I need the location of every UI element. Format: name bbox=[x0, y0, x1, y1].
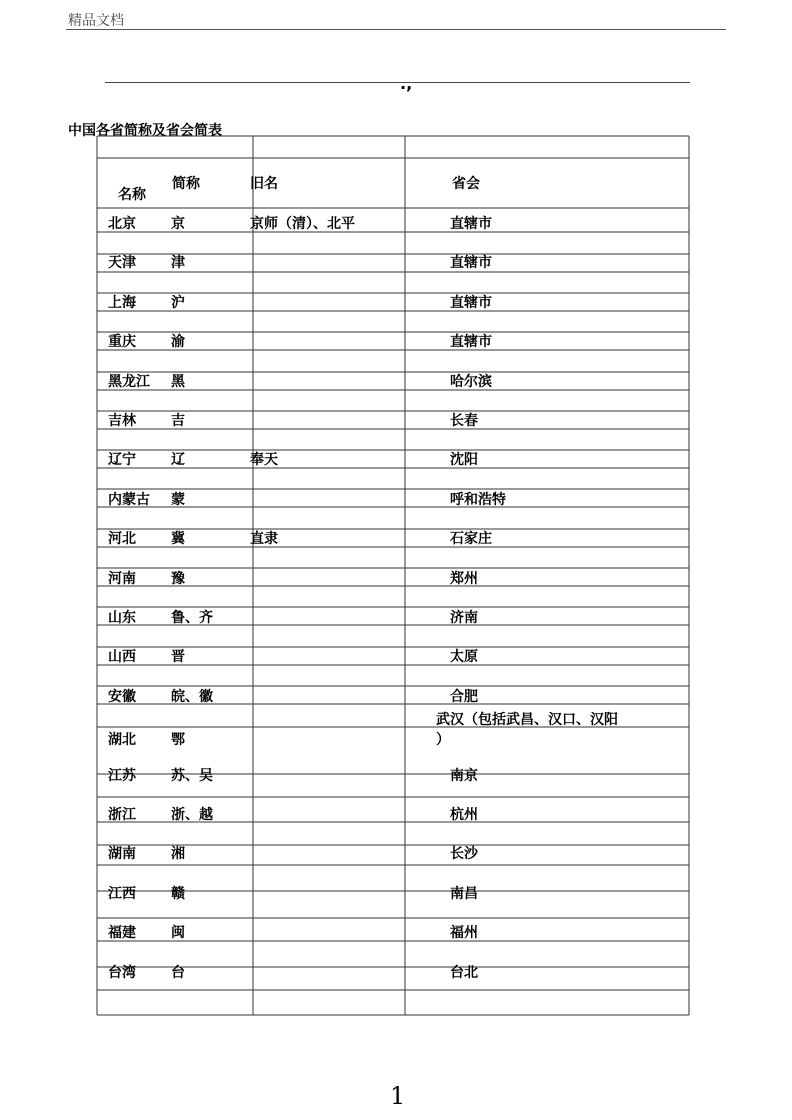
row-name: 山东 bbox=[108, 610, 136, 626]
col-header-abbr: 简称 bbox=[172, 176, 200, 192]
row-capital: 直辖市 bbox=[450, 255, 492, 272]
row-capital: 太原 bbox=[450, 649, 478, 666]
row-name: 北京 bbox=[108, 216, 136, 232]
row-abbr: 湘 bbox=[171, 846, 185, 863]
row-capital: 福州 bbox=[450, 925, 478, 942]
row-abbr: 豫 bbox=[171, 570, 185, 587]
row-abbr: 鄂 bbox=[171, 732, 185, 749]
row-name: 上海 bbox=[108, 294, 136, 311]
row-abbr: 台 bbox=[171, 964, 185, 981]
row-abbr: 赣 bbox=[171, 885, 185, 902]
row-capital: 合肥 bbox=[450, 688, 478, 705]
row-capital: 郑州 bbox=[450, 570, 478, 587]
col-header-capital: 省会 bbox=[452, 176, 480, 192]
row-abbr: 沪 bbox=[171, 294, 185, 311]
row-abbr: 黑 bbox=[171, 373, 185, 390]
row-capital: 台北 bbox=[450, 964, 478, 981]
row-name: 江苏 bbox=[108, 767, 136, 784]
row-name: 台湾 bbox=[108, 964, 136, 981]
row-capital: 呼和浩特 bbox=[450, 491, 506, 508]
row-abbr: 辽 bbox=[171, 452, 185, 469]
row-capital-cont: ） bbox=[436, 732, 450, 749]
row-capital: 哈尔滨 bbox=[450, 373, 492, 390]
row-name: 浙江 bbox=[108, 807, 136, 823]
row-abbr: 闽 bbox=[171, 925, 185, 942]
row-abbr: 京 bbox=[171, 216, 185, 232]
document-header: 精品文档 bbox=[68, 13, 124, 29]
row-capital: 长沙 bbox=[450, 846, 478, 863]
row-name: 安徽 bbox=[108, 688, 136, 705]
row-capital: 沈阳 bbox=[450, 452, 478, 469]
row-old: 奉天 bbox=[250, 452, 278, 469]
row-capital: 南昌 bbox=[450, 885, 478, 902]
page-number: 1 bbox=[390, 1082, 406, 1110]
row-old: 京师（清）、北平 bbox=[250, 216, 355, 232]
row-capital: 南京 bbox=[450, 767, 478, 784]
row-capital: 直辖市 bbox=[450, 334, 492, 351]
row-abbr: 苏、吴 bbox=[171, 767, 213, 784]
table-caption: 中国各省简称及省会简表 bbox=[68, 123, 222, 139]
row-name: 内蒙古 bbox=[108, 491, 150, 508]
title-mark: ., bbox=[400, 74, 413, 93]
row-name: 黑龙江 bbox=[108, 373, 150, 390]
row-name: 河北 bbox=[108, 531, 136, 548]
row-capital: 杭州 bbox=[450, 807, 478, 823]
row-name: 湖南 bbox=[108, 846, 136, 863]
row-abbr: 晋 bbox=[171, 649, 185, 666]
row-name: 河南 bbox=[108, 570, 136, 587]
row-name: 福建 bbox=[108, 925, 136, 942]
row-old: 直隶 bbox=[250, 531, 278, 548]
row-abbr: 蒙 bbox=[171, 491, 185, 508]
row-capital: 直辖市 bbox=[450, 294, 492, 311]
row-capital: 武汉（包括武昌、汉口、汉阳 bbox=[436, 712, 618, 729]
row-abbr: 渝 bbox=[171, 334, 185, 351]
row-name: 湖北 bbox=[108, 732, 136, 749]
row-abbr: 冀 bbox=[171, 531, 185, 548]
row-capital: 长春 bbox=[450, 413, 478, 429]
row-name: 山西 bbox=[108, 649, 136, 666]
row-capital: 济南 bbox=[450, 610, 478, 626]
row-name: 天津 bbox=[108, 255, 136, 272]
row-capital: 直辖市 bbox=[450, 216, 492, 232]
row-abbr: 鲁、齐 bbox=[171, 610, 213, 626]
row-abbr: 津 bbox=[171, 255, 185, 272]
col-header-name: 名称 bbox=[118, 187, 146, 203]
row-abbr: 吉 bbox=[171, 413, 185, 429]
row-name: 辽宁 bbox=[108, 452, 136, 469]
row-name: 江西 bbox=[108, 885, 136, 902]
row-abbr: 浙、越 bbox=[171, 807, 213, 823]
col-header-old: 旧名 bbox=[250, 176, 278, 192]
row-abbr: 皖、徽 bbox=[171, 688, 213, 705]
row-capital: 石家庄 bbox=[450, 531, 492, 548]
row-name: 吉林 bbox=[108, 413, 136, 429]
row-name: 重庆 bbox=[108, 334, 136, 351]
